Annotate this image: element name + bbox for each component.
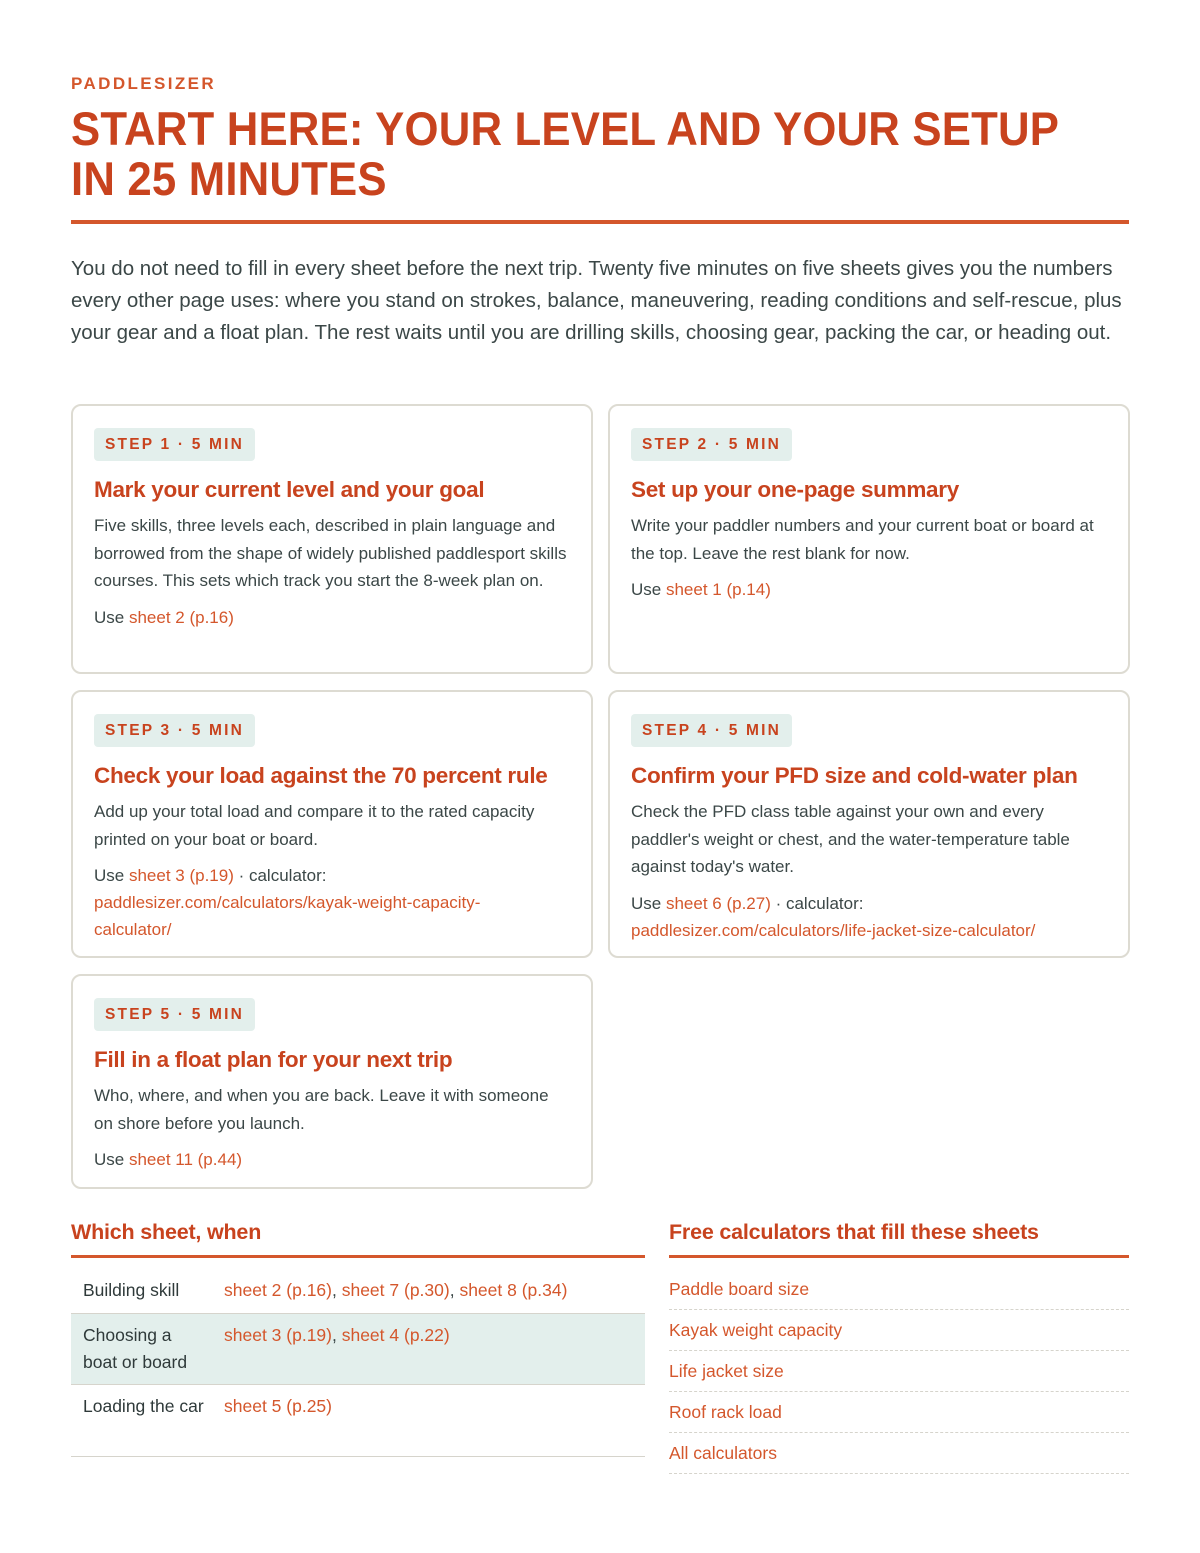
calculator-link[interactable]: Paddle board size: [669, 1269, 1129, 1310]
step-description: Check the PFD class table against your own and every paddler's weight or chest, and the water-temperature table against today's water.: [631, 802, 1070, 876]
calculator-link[interactable]: All calculators: [669, 1433, 1129, 1474]
step-description: Add up your total load and compare it to the rated capacity printed on your boat or board.: [94, 802, 535, 849]
step-card-2: [608, 404, 1130, 674]
which-sheet-divider: [71, 1255, 645, 1258]
step-description: Write your paddler numbers and your current boat or board at the top. Leave the rest blank for now.: [631, 516, 1094, 563]
step-card-3: [71, 690, 593, 958]
sheet-link[interactable]: sheet 11 (p.44): [128, 1150, 243, 1169]
step-badge: STEP 3 · 5 MIN: [94, 714, 255, 747]
step-badge: STEP 4 · 5 MIN: [631, 714, 792, 747]
intro-paragraph: You do not need to fill in every sheet before the next trip. Twenty five minutes on five sheets gives you the numbers every other page uses: where you stand on strokes, balance, maneuvering, reading conditions and self-rescue, plus your gear and a float plan. The rest waits until you are drilling skills, choosing gear, packing the car, or heading out.: [71, 257, 1122, 344]
row-sheets: [224, 1269, 645, 1313]
calculator-link[interactable]: Roof rack load: [669, 1392, 1129, 1433]
sheet-link[interactable]: sheet 3 (p.19): [224, 1324, 332, 1345]
step-badge: STEP 5 · 5 MIN: [94, 998, 255, 1031]
use-prefix: Use: [631, 893, 666, 913]
sheet-link[interactable]: sheet 8 (p.34): [459, 1280, 568, 1300]
calculator-list: [669, 1269, 1129, 1474]
which-sheet-table: [71, 1269, 645, 1457]
sheet-link[interactable]: sheet 2 (p.16): [224, 1280, 332, 1300]
title-divider: [71, 220, 1129, 224]
row-sheets: [224, 1313, 645, 1384]
calculator-link[interactable]: paddlesizer.com/calculators/life-jacket-size-calculator/: [631, 920, 1036, 940]
calculator-link[interactable]: paddlesizer.com/calculators/kayak-weight-capacity-calculator/: [94, 893, 481, 939]
sheet-link[interactable]: sheet 4 (p.22): [341, 1324, 450, 1345]
step-use-line: [94, 1146, 571, 1173]
table-row: [71, 1384, 645, 1456]
step-heading: Set up your one-page summary: [631, 477, 959, 502]
calculator-prefix: · calculator:: [770, 893, 864, 913]
step-heading: Confirm your PFD size and cold-water plan: [631, 763, 1078, 788]
use-prefix: Use: [94, 607, 129, 627]
calculator-link[interactable]: Kayak weight capacity: [669, 1310, 1129, 1351]
brand-label: PADDLESIZER: [71, 74, 217, 93]
step-use-line: [631, 890, 1108, 944]
sheet-link[interactable]: sheet 5 (p.25): [224, 1395, 332, 1416]
separator: ,: [331, 1280, 342, 1300]
separator: ,: [331, 1324, 342, 1345]
page-title: START HERE: YOUR LEVEL AND YOUR SETUP IN 25 MINUTES: [71, 102, 1059, 205]
step-description: Who, where, and when you are back. Leave it with someone on shore before you launch.: [94, 1086, 549, 1133]
table-row: [71, 1269, 645, 1313]
calculators-divider: [669, 1255, 1129, 1258]
row-label: Choosing a boat or board: [83, 1324, 188, 1372]
step-description: Five skills, three levels each, described in plain language and borrowed from the shape of widely published paddlesport skills courses. This sets which track you start the 8-week plan on.: [94, 516, 567, 590]
step-badge: STEP 2 · 5 MIN: [631, 428, 792, 461]
step-card-1: [71, 404, 593, 674]
sheet-link[interactable]: sheet 7 (p.30): [341, 1280, 450, 1300]
step-badge: STEP 1 · 5 MIN: [94, 428, 255, 461]
step-heading: Mark your current level and your goal: [94, 477, 485, 502]
sheet-link[interactable]: sheet 6 (p.27): [665, 893, 771, 913]
calculator-prefix: · calculator:: [233, 866, 327, 885]
step-card-5: [71, 974, 593, 1189]
use-prefix: Use: [94, 1150, 129, 1169]
sheet-link[interactable]: sheet 1 (p.14): [665, 580, 771, 599]
separator: ,: [449, 1280, 460, 1300]
row-sheets: [224, 1384, 645, 1456]
step-use-line: [631, 576, 1108, 603]
step-use-line: [94, 862, 571, 943]
step-card-4: [608, 690, 1130, 958]
calculators-title: Free calculators that fill these sheets: [669, 1220, 1039, 1244]
calculator-link[interactable]: Life jacket size: [669, 1351, 1129, 1392]
table-row: [71, 1313, 645, 1384]
which-sheet-title: Which sheet, when: [71, 1220, 262, 1244]
sheet-link[interactable]: sheet 3 (p.19): [128, 866, 234, 885]
step-heading: Fill in a float plan for your next trip: [94, 1047, 453, 1072]
sheet-link[interactable]: sheet 2 (p.16): [128, 607, 234, 627]
use-prefix: Use: [631, 580, 666, 599]
step-heading: Check your load against the 70 percent rule: [94, 763, 548, 788]
step-use-line: [94, 604, 571, 631]
use-prefix: Use: [94, 866, 129, 885]
row-label: Loading the car: [83, 1395, 204, 1416]
row-label: Building skill: [83, 1280, 180, 1300]
